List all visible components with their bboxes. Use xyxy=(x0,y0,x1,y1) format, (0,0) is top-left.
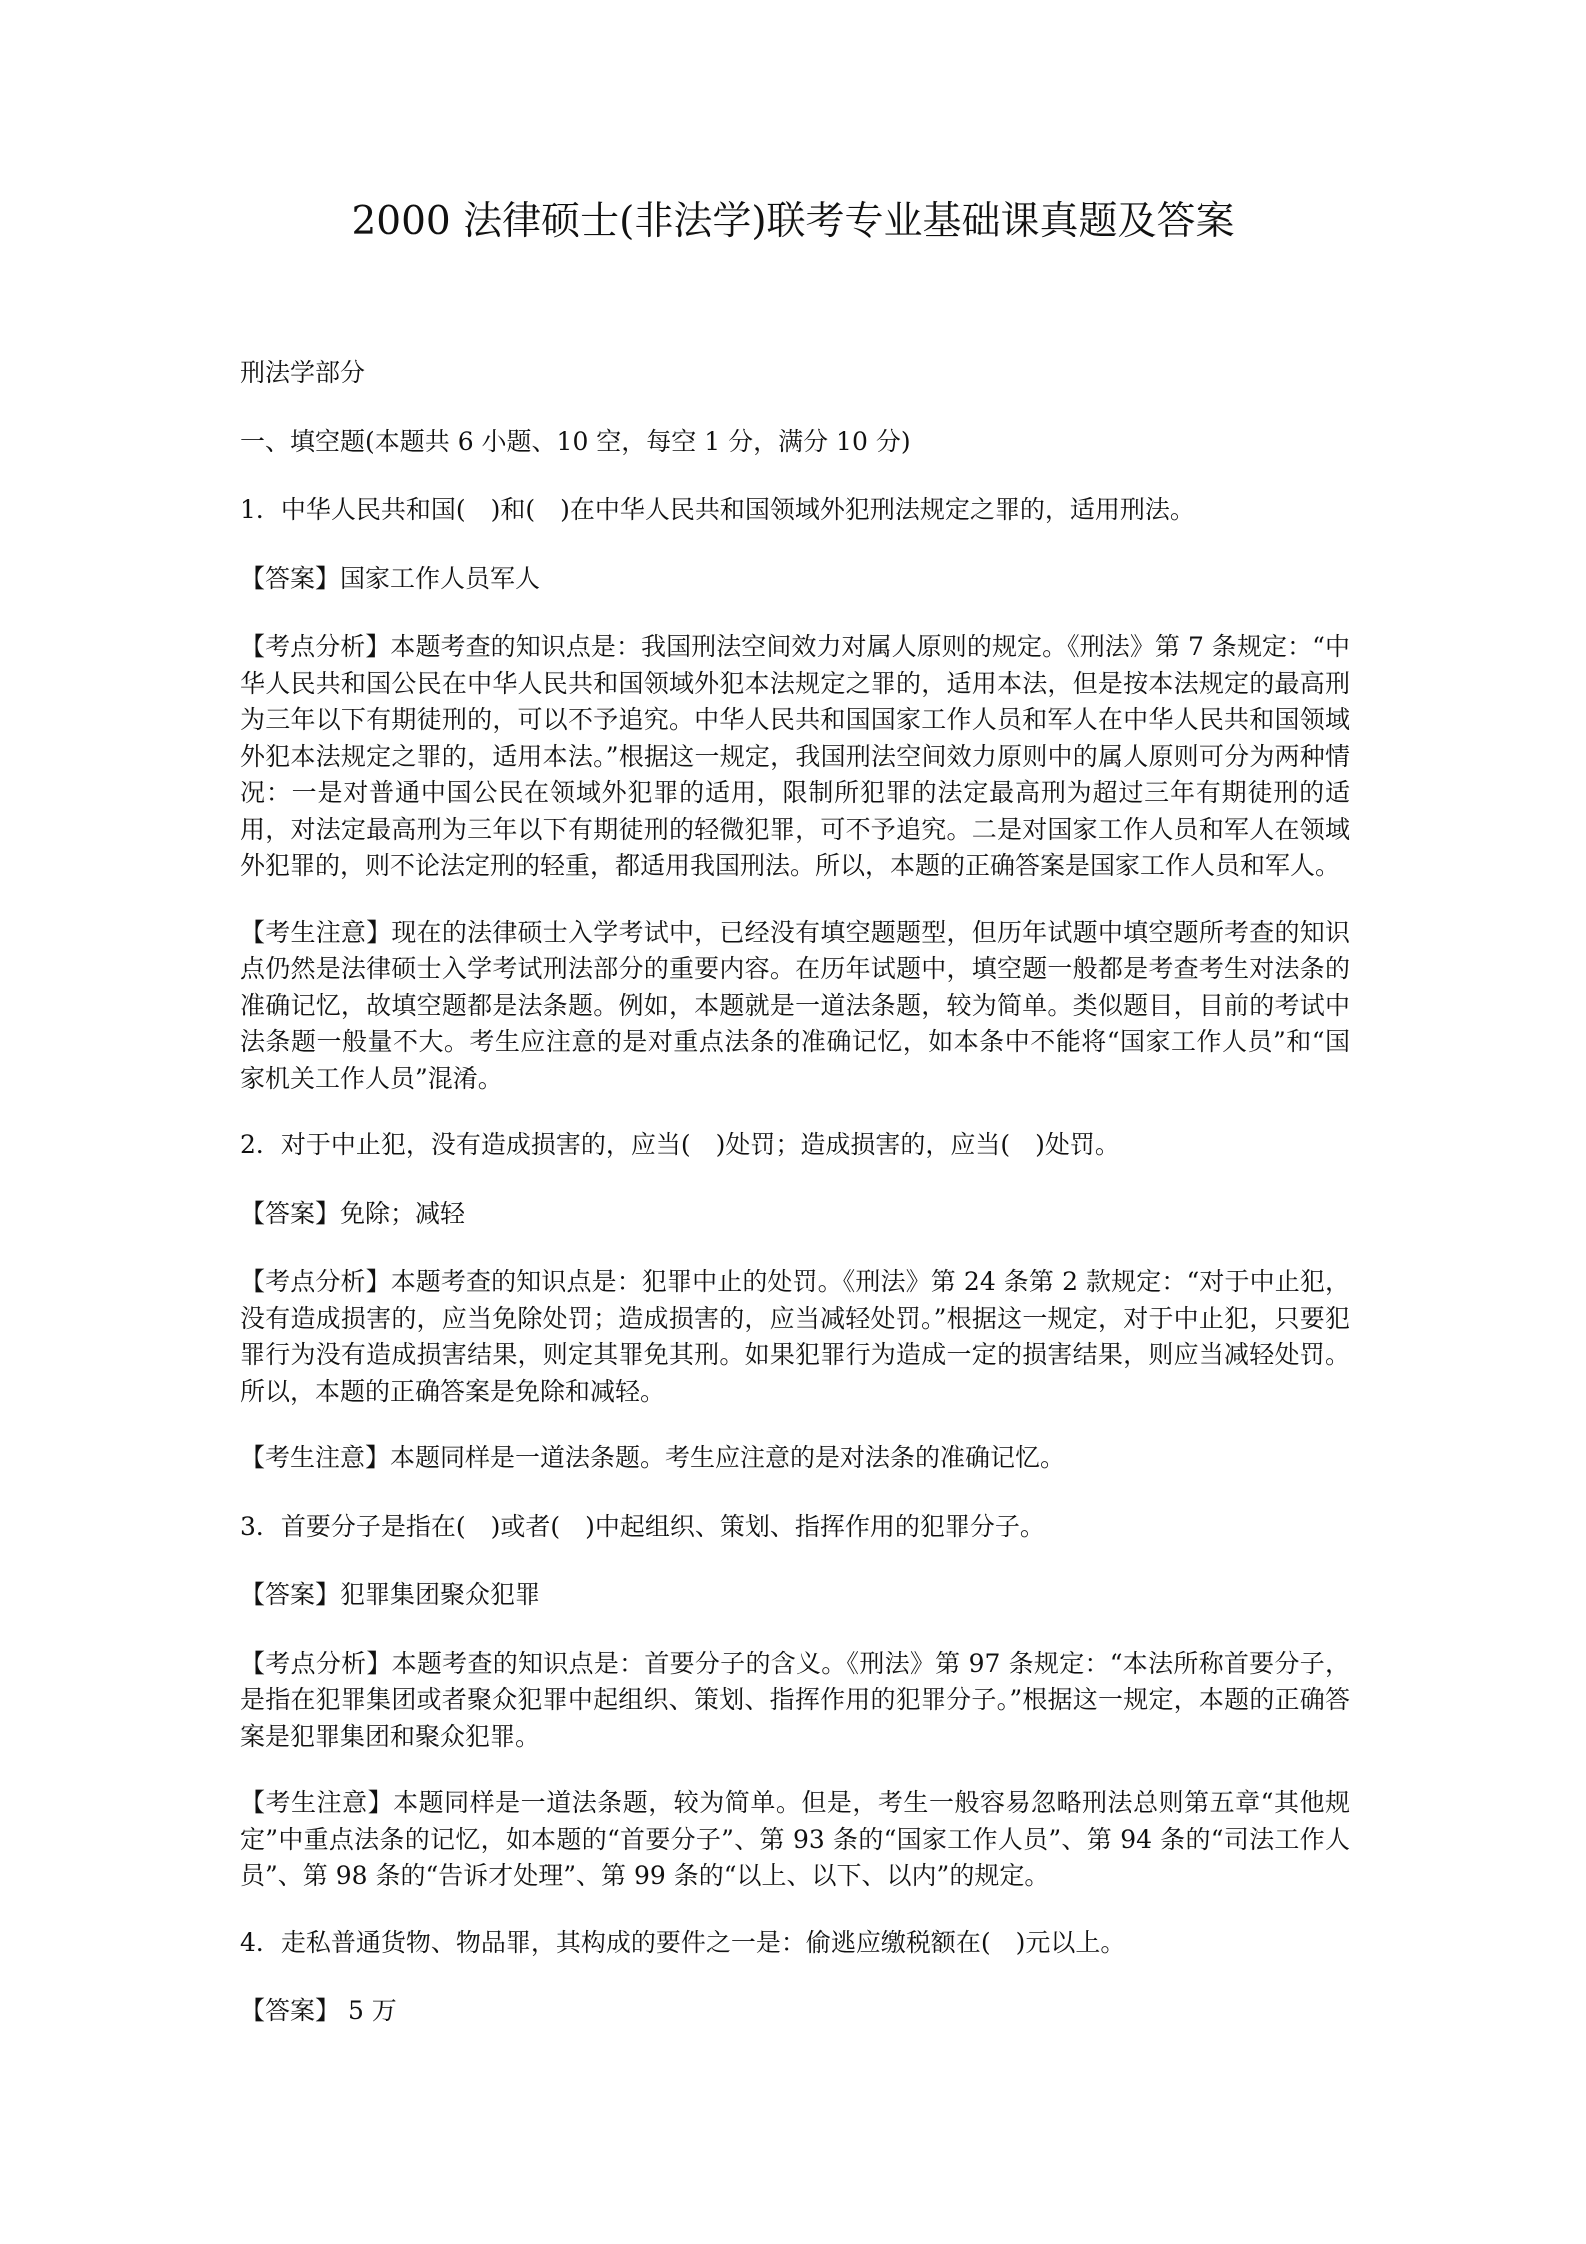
question-2: 2．对于中止犯，没有造成损害的，应当( )处罚；造成损害的，应当( )处罚。 xyxy=(240,1130,1120,1159)
section-heading: 刑法学部分 xyxy=(240,358,366,387)
question-3: 3．首要分子是指在( )或者( )中起组织、策划、指挥作用的犯罪分子。 xyxy=(240,1511,1045,1541)
note-2: 【考生注意】本题同样是一道法条题。考生应注意的是对法条的准确记忆。 xyxy=(240,1443,1066,1472)
part-heading: 一、填空题(本题共 6 小题、10 空，每空 1 分，满分 10 分) xyxy=(240,426,911,456)
question-1: 1．中华人民共和国( )和( )在中华人民共和国领域外犯刑法规定之罪的，适用刑法。 xyxy=(240,495,1195,524)
answer-4: 【答案】 5 万 xyxy=(240,1996,397,2025)
answer-2: 【答案】免除；减轻 xyxy=(240,1198,466,1228)
analysis-2: 【考点分析】本题考查的知识点是：犯罪中止的处罚。《刑法》第 24 条第 2 款规定：“对于中止犯，没有造成损害的，应当免除处罚；造成损害的，应当减轻处罚。”根据这一规定，对于中止犯，只要犯罪行为没有造成损害结果，则定其罪免其刑。如果犯罪行为造成一定的损害结果，则应当减轻处罚。所以，本题的正确答案是免除和减轻。 xyxy=(240,1267,1350,1406)
note-1: 【考生注意】现在的法律硕士入学考试中，已经没有填空题题型，但历年试题中填空题所考查的知识点仍然是法律硕士入学考试刑法部分的重要内容。在历年试题中，填空题一般都是考查考生对法条的准确记忆，故填空题都是法条题。例如，本题就是一道法条题，较为简单。类似题目，目前的考试中法条题一般量不大。考生应注意的是对重点法条的准确记忆，如本条中不能将“国家工作人员”和“国家机关工作人员”混淆。 xyxy=(240,917,1350,1093)
document-body xyxy=(240,355,1350,2062)
note-3: 【考生注意】本题同样是一道法条题，较为简单。但是，考生一般容易忽略刑法总则第五章“其他规定”中重点法条的记忆，如本题的“首要分子”、第 93 条的“国家工作人员”、第 94 条的“司法工作人员”、第 98 条的“告诉才处理”、第 99 条的“以上、以下、以内”的规定。 xyxy=(240,1788,1350,1890)
answer-3: 【答案】犯罪集团聚众犯罪 xyxy=(240,1580,541,1609)
answer-1: 【答案】国家工作人员军人 xyxy=(240,563,541,593)
question-4: 4．走私普通货物、物品罪，其构成的要件之一是：偷逃应缴税额在( )元以上。 xyxy=(240,1927,1126,1957)
document-title: 2000 法律硕士(非法学)联考专业基础课真题及答案 xyxy=(351,199,1235,244)
analysis-1: 【考点分析】本题考查的知识点是：我国刑法空间效力对属人原则的规定。《刑法》第 7 条规定：“中华人民共和国公民在中华人民共和国领域外犯本法规定之罪的，适用本法，但是按本法规定的最高刑为三年以下有期徒刑的，可以不予追究。中华人民共和国国家工作人员和军人在中华人民共和国领域外犯本法规定之罪的，适用本法。”根据这一规定，我国刑法空间效力原则中的属人原则可分为两种情况：一是对普通中国公民在领域外犯罪的适用，限制所犯罪的法定最高刑为超过三年有期徒刑的适用，对法定最高刑为三年以下有期徒刑的轻微犯罪，可不予追究。二是对国家工作人员和军人在领域外犯罪的，则不论法定刑的轻重，都适用我国刑法。所以，本题的正确答案是国家工作人员和军人。 xyxy=(240,632,1350,880)
analysis-3: 【考点分析】本题考查的知识点是：首要分子的含义。《刑法》第 97 条规定：“本法所称首要分子，是指在犯罪集团或者聚众犯罪中起组织、策划、指挥作用的犯罪分子。”根据这一规定，本题的正确答案是犯罪集团和聚众犯罪。 xyxy=(240,1648,1350,1751)
